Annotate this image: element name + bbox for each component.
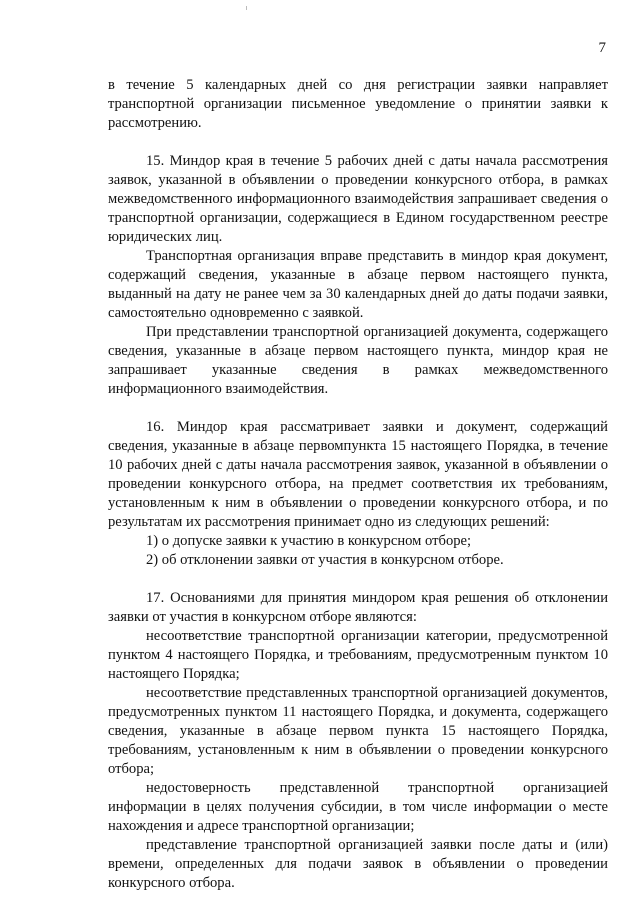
scan-artifact	[246, 6, 247, 10]
rejection-ground-4: представление транспортной организацией заявки после даты и (или) времени, определенных для подачи заявок в объявлении о проведении конкурсного отбора.	[108, 837, 608, 891]
paragraph-item-16: 16. Миндор края рассматривает заявки и документ, содержащий сведения, указанные в абзаце первомпункта 15 настоящего Порядка, в течение 10 рабочих дней с даты начала рассмотрения заявок, указанной в объявлении о проведении конкурсного отбора, на предмет соответствия их требованиям, установленным к ним в объявлении о проведении конкурсного отбора, и по результатам их рассмотрения принимает одно из следующих решений:	[108, 419, 608, 530]
paragraph-item-17: 17. Основаниями для принятия миндором края решения об отклонении заявки от участия в конкурсном отборе являются:	[108, 590, 608, 625]
rejection-ground-2: несоответствие представленных транспортной организацией документов, предусмотренных пунктом 11 настоящего Порядка, и документа, содержащего сведения, указанные в абзаце первом пункта 15 настоящего Порядка, требованиям, установленным к ним в объявлении о проведении конкурсного отбора;	[108, 685, 608, 777]
decision-option-2: 2) об отклонении заявки от участия в конкурсном отборе.	[146, 552, 504, 568]
rejection-ground-1: несоответствие транспортной организации категории, предусмотренной пунктом 4 настоящего Порядка, и требованиям, предусмотренным пунктом 10 настоящего Порядка;	[108, 628, 608, 682]
rejection-ground-3: недостоверность представленной транспортной организацией информации в целях получения субсидии, в том числе информации о месте нахождения и адресе транспортной организации;	[108, 780, 608, 834]
paragraph-15-abz-2: Транспортная организация вправе представить в миндор края документ, содержащий сведения, указанные в абзаце первом настоящего пункта, выданный на дату не ранее чем за 30 календарных дней до даты подачи заявки, самостоятельно одновременно с заявкой.	[108, 248, 608, 321]
paragraph-15-abz-3: При представлении транспортной организацией документа, содержащего сведения, указанные в абзаце первом настоящего пункта, миндор края не запрашивает указанные сведения в рамках межведомственного информационного взаимодействия.	[108, 324, 608, 397]
decision-option-1: 1) о допуске заявки к участию в конкурсном отборе;	[146, 533, 472, 549]
paragraph-continuation: в течение 5 календарных дней со дня регистрации заявки направляет транспортной организации письменное уведомление о принятии заявки к рассмотрению.	[108, 77, 608, 131]
paragraph-item-15: 15. Миндор края в течение 5 рабочих дней с даты начала рассмотрения заявок, указанной в объявлении о проведении конкурсного отбора, в рамках межведомственного информационного взаимодействия запрашивает сведения о транспортной организации, содержащиеся в Едином государственном реестре юридических лиц.	[108, 153, 608, 245]
document-body	[108, 76, 608, 893]
page-number: 7	[598, 40, 606, 56]
